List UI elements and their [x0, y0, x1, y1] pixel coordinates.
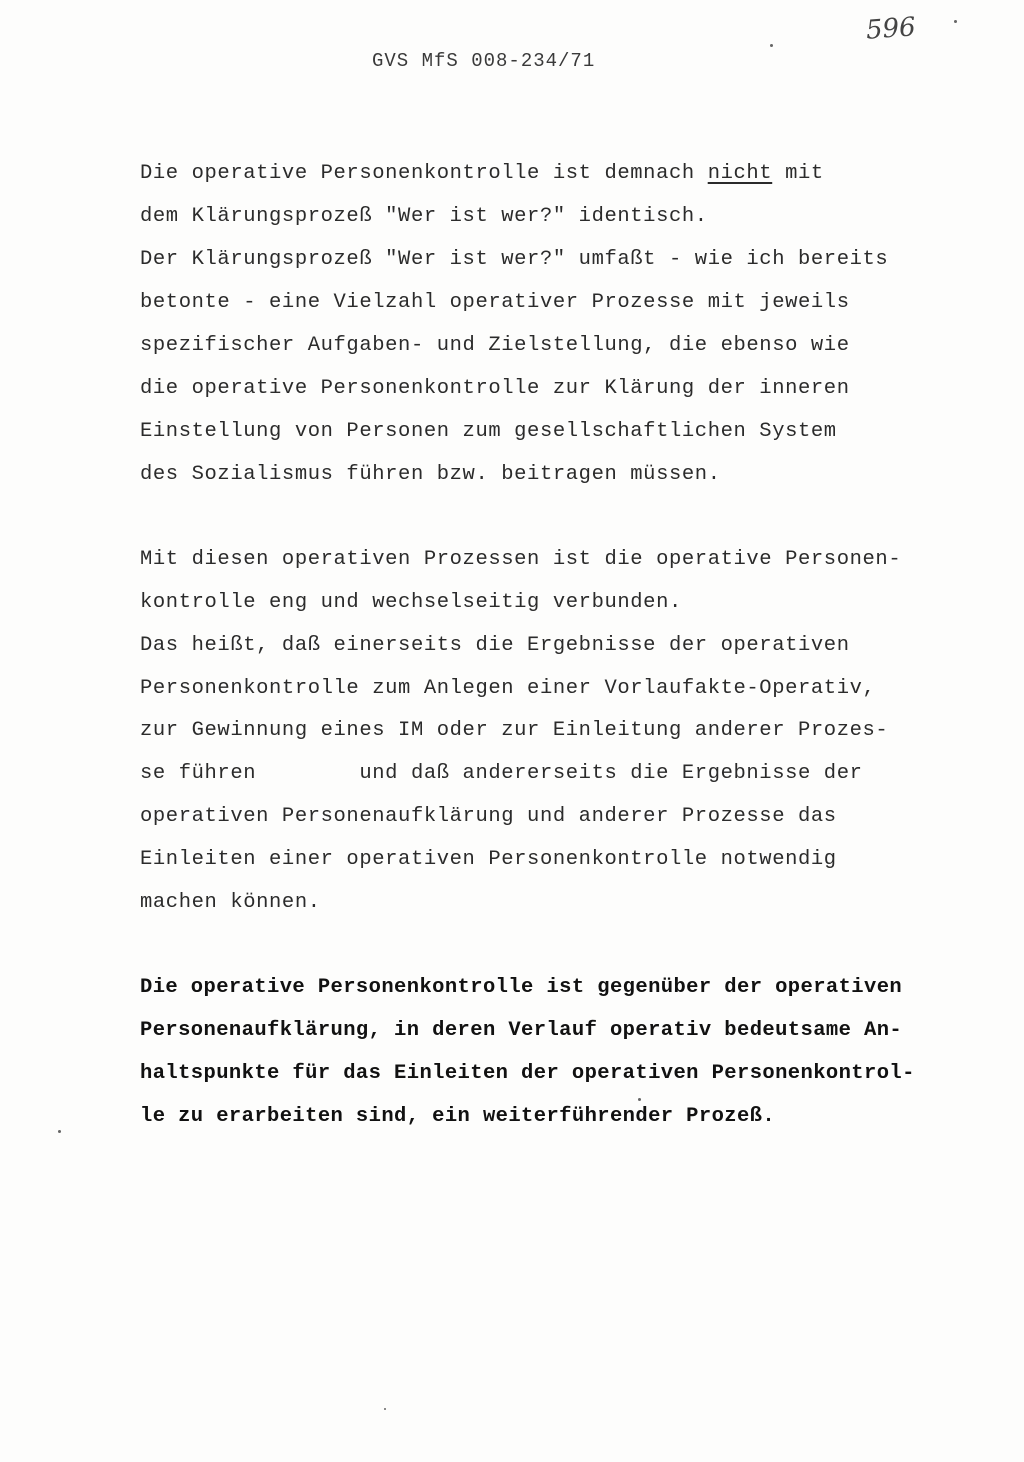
text-line: Personenaufklärung, in deren Verlauf operativ bedeutsame An-	[140, 1019, 903, 1042]
scan-speck	[770, 44, 773, 47]
handwritten-page-number: 596	[865, 12, 917, 46]
text-line: Das heißt, daß einerseits die Ergebnisse der operativen	[140, 634, 850, 657]
text-line: des Sozialismus führen bzw. beitragen müssen.	[140, 463, 721, 486]
text-segment: mit	[772, 162, 824, 185]
text-line: betonte - eine Vielzahl operativer Prozesse mit jeweils	[140, 291, 850, 314]
text-line: dem Klärungsprozeß "Wer ist wer?" identisch.	[140, 205, 708, 228]
scan-speck	[638, 1098, 641, 1101]
text-line: se führen und daß andererseits die Ergebnisse der	[140, 762, 863, 785]
text-line: Die operative Personenkontrolle ist gegenüber der operativen	[140, 976, 903, 999]
text-line: Einstellung von Personen zum gesellschaftlichen System	[140, 420, 837, 443]
scan-speck	[954, 20, 957, 23]
text-line: haltspunkte für das Einleiten der operativen Personenkontrol-	[140, 1062, 915, 1085]
text-line: Der Klärungsprozeß "Wer ist wer?" umfaßt - wie ich bereits	[140, 248, 889, 271]
text-line: le zu erarbeiten sind, ein weiterführender Prozeß.	[140, 1105, 776, 1128]
scan-speck	[58, 1130, 61, 1133]
document-reference: GVS MfS 008-234/71	[372, 50, 596, 72]
text-line: kontrolle eng und wechselseitig verbunden.	[140, 591, 682, 614]
text-line: spezifischer Aufgaben- und Zielstellung, die ebenso wie	[140, 334, 850, 357]
text-line: machen können.	[140, 891, 321, 914]
text-line: Einleiten einer operativen Personenkontrolle notwendig	[140, 848, 837, 871]
text-line: zur Gewinnung eines IM oder zur Einleitung anderer Prozes-	[140, 719, 889, 742]
text-line: Personenkontrolle zum Anlegen einer Vorlaufakte-Operativ,	[140, 677, 876, 700]
text-line: Mit diesen operativen Prozessen ist die operative Personen-	[140, 548, 902, 571]
text-line	[140, 162, 824, 186]
text-line: die operative Personenkontrolle zur Klärung der inneren	[140, 377, 850, 400]
text-segment: Die operative Personenkontrolle ist demnach	[140, 162, 708, 185]
text-line: operativen Personenaufklärung und anderer Prozesse das	[140, 805, 837, 828]
scan-speck	[384, 1408, 386, 1410]
underlined-word: nicht	[707, 162, 773, 185]
